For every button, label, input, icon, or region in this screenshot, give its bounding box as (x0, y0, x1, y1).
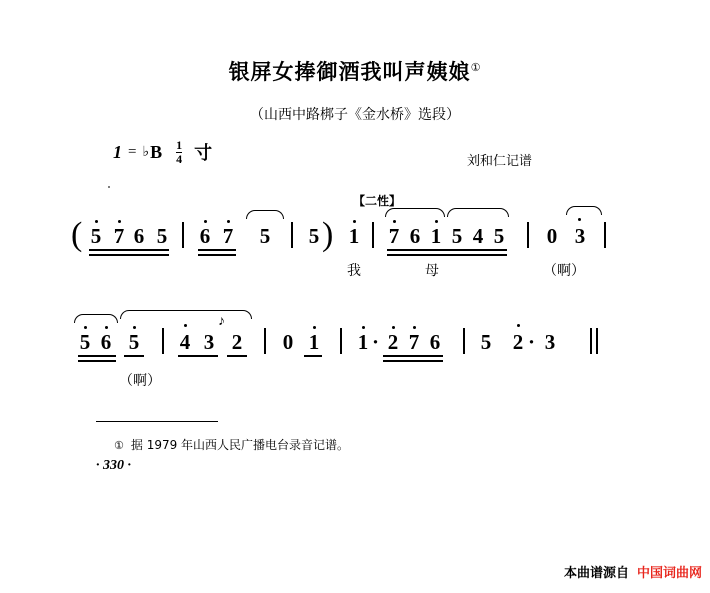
octave-dot-above (227, 220, 230, 223)
footnote-text: 据 1979 年山西人民广播电台录音记谱。 (130, 438, 350, 452)
note: 6 (409, 224, 421, 248)
note: 5 (156, 224, 168, 248)
beam-line (89, 254, 169, 256)
note: 5 (90, 224, 102, 248)
slur-arc (120, 310, 252, 319)
note: 1 (430, 224, 442, 248)
barline (463, 328, 465, 354)
octave-dot-above (105, 326, 108, 329)
repeat-close-paren: ) (322, 216, 334, 253)
meter-numerator: 1 (176, 137, 183, 152)
octave-dot-above (413, 326, 416, 329)
octave-dot-above (84, 326, 87, 329)
octave-dot-above (517, 324, 520, 327)
note: 6 (199, 224, 211, 248)
barline-final (596, 328, 598, 354)
octave-dot-above (184, 324, 187, 327)
beam-line (78, 355, 116, 357)
slur-arc (447, 208, 509, 217)
barline (162, 328, 164, 354)
note: 6 (100, 330, 112, 354)
note: 4 (179, 330, 191, 354)
octave-dot-above (313, 326, 316, 329)
octave-dot-above (204, 220, 207, 223)
note: 7 (408, 330, 420, 354)
beam-line (78, 360, 116, 362)
dotted-rhythm-dot: · (528, 330, 536, 354)
meter-suffix-mark: 寸 (194, 143, 213, 163)
note: 5 (308, 224, 320, 248)
section-marker: 【二性】 (353, 194, 402, 208)
note: 5 (128, 330, 140, 354)
barline (604, 222, 606, 248)
meter-fraction (176, 139, 182, 165)
note: 5 (493, 224, 505, 248)
meter-denominator: 4 (176, 151, 183, 166)
note: 3 (574, 224, 586, 248)
note: 7 (222, 224, 234, 248)
beam-line (198, 254, 236, 256)
watermark-label: 本曲谱源自 (563, 566, 629, 581)
music-system-2 (0, 312, 710, 389)
octave-dot-above (133, 326, 136, 329)
octave-dot-above (118, 220, 121, 223)
page-title-text: 银屏女捧御酒我叫声姨娘 (228, 60, 471, 84)
footnote (114, 436, 349, 453)
note: 6 (133, 224, 145, 248)
note: 5 (480, 330, 492, 354)
scan-speck (108, 186, 110, 188)
flat-symbol: ♭ (142, 144, 150, 160)
lyric-syllable: （啊） (119, 373, 161, 389)
slur-arc (385, 208, 445, 217)
barline (182, 222, 184, 248)
music-system-1 (0, 194, 710, 279)
grace-note-mark: ♪ (218, 314, 225, 329)
note: 0 (282, 330, 294, 354)
key-letter: B (150, 141, 163, 162)
barline (291, 222, 293, 248)
slur-arc (74, 314, 118, 323)
barline (590, 328, 592, 354)
barline (372, 222, 374, 248)
beam-line (387, 254, 507, 256)
note: 1 (357, 330, 369, 354)
beam-line (198, 249, 236, 251)
octave-dot-above (362, 326, 365, 329)
octave-dot-above (95, 220, 98, 223)
octave-dot-above (392, 326, 395, 329)
dotted-rhythm-dot: · (372, 330, 380, 354)
beam-line (178, 355, 218, 357)
lyric-syllable: 我 (347, 263, 361, 279)
note: 0 (546, 224, 558, 248)
octave-dot-above (393, 220, 396, 223)
note: 4 (472, 224, 484, 248)
credit-line: 刘和仁记谱 (466, 154, 532, 169)
slur-arc (566, 206, 602, 215)
repeat-open-paren: ( (71, 216, 83, 253)
note: 2 (512, 330, 524, 354)
octave-dot-above (435, 220, 438, 223)
key-signature-block (113, 139, 212, 165)
beam-line (387, 249, 507, 251)
beam-line (227, 355, 247, 357)
note: 5 (451, 224, 463, 248)
note: 2 (387, 330, 399, 354)
note: 6 (429, 330, 441, 354)
beam-line (89, 249, 169, 251)
barline (527, 222, 529, 248)
slur-arc (246, 210, 284, 219)
note: 7 (113, 224, 125, 248)
octave-dot-above (353, 220, 356, 223)
beam-line (383, 360, 443, 362)
note: 2 (231, 330, 243, 354)
note: 3 (203, 330, 215, 354)
beam-line (383, 355, 443, 357)
page-number: · 330 · (96, 458, 131, 473)
note: 5 (259, 224, 271, 248)
note: 5 (79, 330, 91, 354)
beam-line (304, 355, 322, 357)
footnote-rule (96, 421, 218, 422)
note: 7 (388, 224, 400, 248)
watermark-site: 中国词曲网 (636, 566, 702, 581)
tonic-number: 1 (113, 141, 122, 162)
barline (264, 328, 266, 354)
beam-line (124, 355, 144, 357)
footnote-mark: ① (114, 439, 124, 452)
note: 3 (544, 330, 556, 354)
note: 1 (308, 330, 320, 354)
watermark (564, 562, 702, 581)
page-title (0, 56, 710, 86)
lyric-syllable: 母 (425, 263, 439, 279)
equals-sign: = (128, 143, 137, 160)
octave-dot-above (578, 218, 581, 221)
title-footnote-mark: ① (470, 61, 482, 74)
subtitle: （山西中路梆子《金水桥》选段） (250, 107, 460, 123)
barline (340, 328, 342, 354)
note: 1 (348, 224, 360, 248)
lyric-syllable: （啊） (543, 263, 585, 279)
